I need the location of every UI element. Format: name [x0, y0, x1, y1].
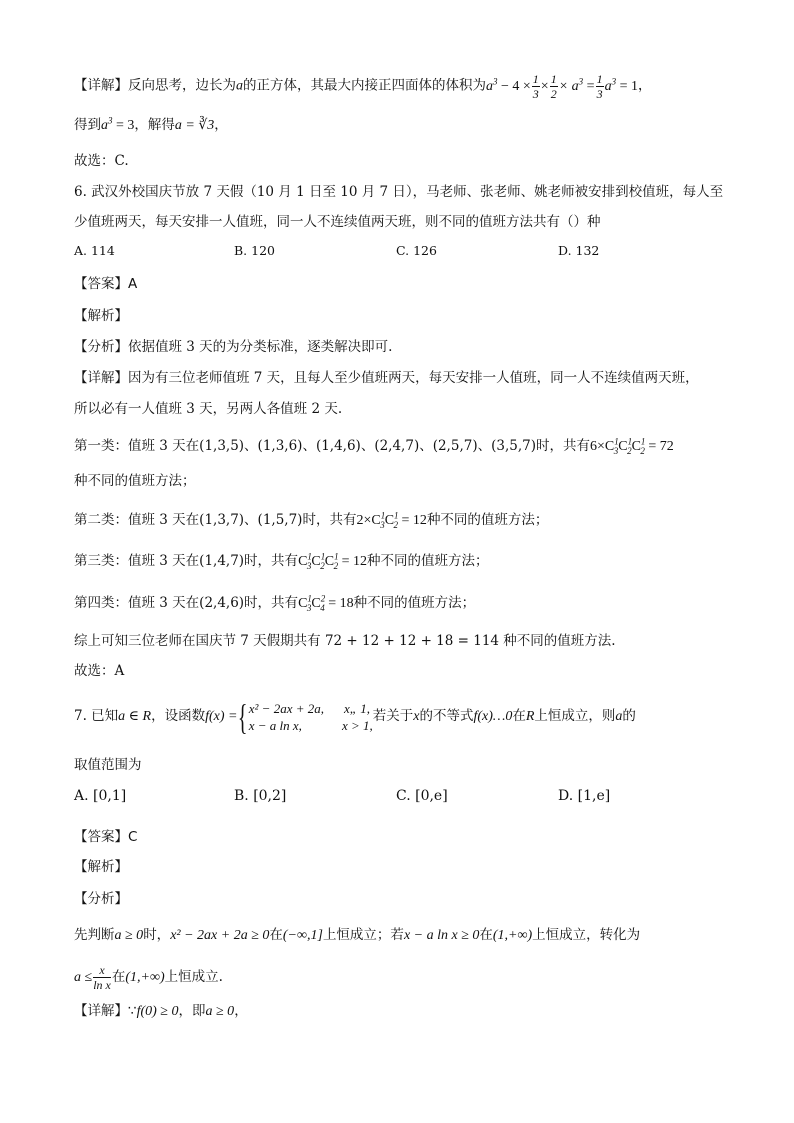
q6-category1-cont: 种不同的值班方法； [74, 473, 196, 489]
q7-fenxi-heading: 【分析】 [74, 891, 128, 907]
q6-fenxi: 【分析】依据值班 3 天的为分类标准，逐类解决即可. [74, 339, 393, 355]
q6-detail-line2: 所以必有一人值班 3 天，另两人各值班 2 天. [74, 401, 343, 417]
q7-choice-b: B. [0,2] [234, 788, 287, 804]
q6-text-line2: 少值班两天，每天安排一人值班，同一人不连续值两天班，则不同的值班方法共有（）种 [74, 214, 601, 230]
q6-category2: 第二类：值班 3 天在(1,3,7)、(1,5,7)时，共有$2\times C^1_3C^1_2 = 12$种不同的值班方法； [74, 510, 549, 530]
solution-expr: a = ∛3 [174, 118, 215, 133]
answer-select-5: 故选：C. [74, 153, 129, 169]
q6-choice-c: C. 126 [396, 243, 437, 258]
q7-analysis-heading: 【解析】 [74, 859, 128, 875]
q7-answer: 【答案】C [74, 829, 138, 845]
q6-summary: 综上可知三位老师在国庆节 7 天假期共有 72 + 12 + 12 + 18 = 114 种不同的值班方法. [74, 633, 616, 649]
q6-category4: 第四类：值班 3 天在(2,4,6)时，共有$C^1_3C^2_4 = 18$种不同的值班方法； [74, 593, 476, 613]
q6-choice-d: D. 132 [558, 243, 600, 258]
q6-analysis-heading: 【解析】 [74, 308, 128, 324]
q6-choice-b: B. 120 [234, 243, 275, 258]
piecewise-function: x² − 2ax + 2a, x„ 1, x − a ln x, x > 1, [248, 700, 373, 733]
q7-fenxi-line1: 先判断a ≥ 0时，x² − 2ax + 2a ≥ 0在(−∞,1]上恒成立；若x − a ln x ≥ 0在(1,+∞)上恒成立，转化为 [74, 927, 641, 943]
q7-text-line2: 取值范围为 [74, 757, 142, 773]
q7-choice-a: A. [0,1] [74, 788, 127, 804]
q6-category1: 第一类：值班 3 天在(1,3,5)、(1,3,6)、(1,4,6)、(2,4,7)、(2,5,7)、(3,5,7)时，共有$6\times C^1_3C^1_2C^1_2 = 72$ [74, 436, 674, 456]
result-line: 得到$a^3 = 3$，解得a = ∛3， [74, 115, 228, 133]
detail-line-volume: 【详解】反向思考，边长为a的正方体，其最大内接正四面体的体积为$a^3 - 4$ × $\frac{1}{3}$ × $\frac{1}{2}$ × $a^3$ = $\frac{1}{3}$ $a^3 = 1$， [74, 72, 652, 101]
q6-choice-a: A. 114 [74, 243, 115, 258]
q7-choice-c: C. [0,e] [396, 788, 448, 804]
q6-text-line1: 6. 武汉外校国庆节放 7 天假（10 月 1 日至 10 月 7 日），马老师、张老师、姚老师被安排到校值班，每人至 [74, 184, 724, 200]
volume-formula: $a^3 - 4$ × $\frac{1}{3}$ × $\frac{1}{2}$ × $a^3$ = $\frac{1}{3}$ $a^3 = 1$ [486, 72, 638, 101]
q7-detail-line: 【详解】∵f(0) ≥ 0，即a ≥ 0， [74, 1003, 248, 1019]
q6-select: 故选：A [74, 663, 125, 679]
q7-text-line1: 7. 已知a ∈ R，设函数f(x) ={ x² − 2ax + 2a, x„ 1, x − a ln x, x > 1, 若关于x的不等式f(x)…0在R上恒成立，则a的 [74, 696, 636, 737]
q7-fenxi-line2: a ≤ $\frac{x}{\text{ln x}}$ 在(1,+∞)上恒成立. [74, 963, 223, 992]
q6-detail-line1: 【详解】因为有三位老师值班 7 天，且每人至少值班两天，每天安排一人值班，同一人不连续值两天班， [74, 370, 699, 386]
q7-choice-d: D. [1,e] [558, 788, 611, 804]
q6-category3: 第三类：值班 3 天在(1,4,7)时，共有$C^1_3C^1_2C^1_2 = 12$种不同的值班方法； [74, 551, 489, 571]
detail-tag: 【详解】 [74, 77, 128, 94]
q6-answer: 【答案】A [74, 276, 138, 292]
